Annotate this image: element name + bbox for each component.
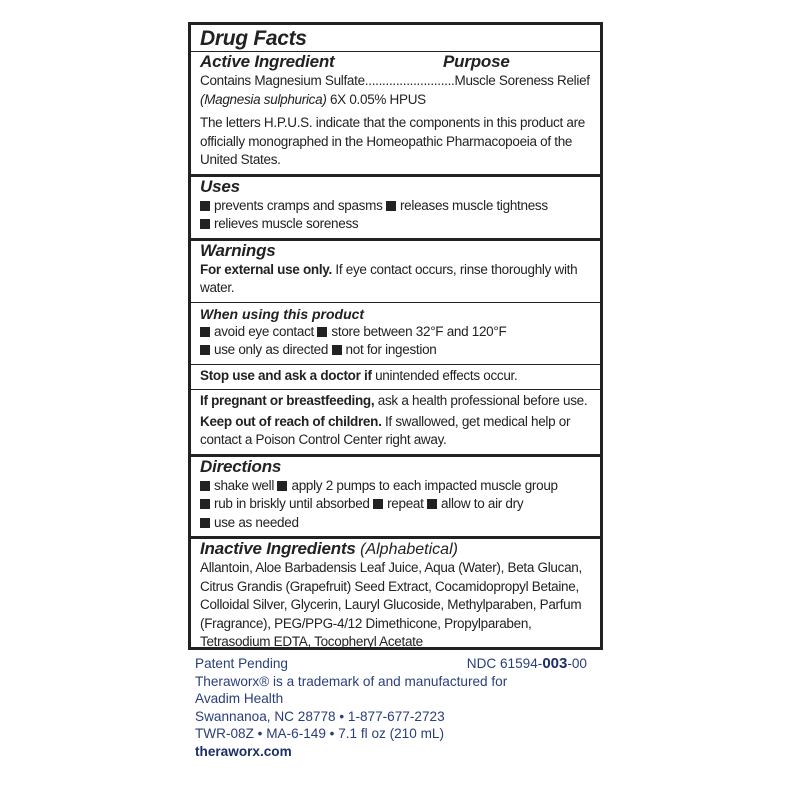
bullet-square-icon (200, 345, 210, 355)
website-link[interactable]: theraworx.com (195, 743, 292, 759)
company-address: Swannanoa, NC 28778 • 1-877-677-2723 (195, 708, 445, 724)
uses-line-2: relieves muscle soreness (200, 215, 593, 234)
ndc-number: NDC 61594-003-00 (466, 655, 587, 672)
directions-heading: Directions (200, 456, 282, 476)
directions-section (191, 457, 600, 540)
company-name: Avadim Health (195, 691, 284, 706)
bullet-square-icon (200, 518, 210, 528)
children-warning: Keep out of reach of children. If swallowed, get medical help or contact a Poison Control Center right away. (200, 413, 571, 447)
product-codes: TWR-08Z • MA-6-149 • 7.1 fl oz (210 mL) (195, 726, 444, 741)
warnings-heading: Warnings (200, 240, 276, 260)
bullet-square-icon (373, 499, 383, 509)
alphabetical-note: (Alphabetical) (360, 541, 458, 558)
bullet-square-icon (427, 499, 437, 509)
uses-section (191, 177, 600, 241)
active-heading-row (200, 52, 593, 72)
external-use-warning: For external use only. If eye contact occurs, rinse thoroughly with water. (200, 261, 578, 295)
pregnancy-warning: If pregnant or breastfeeding, ask a health professional before use. (200, 393, 588, 408)
drug-facts-panel (188, 22, 603, 650)
bullet-square-icon (332, 345, 342, 355)
bullet-square-icon (200, 327, 210, 337)
directions-line-2: rub in briskly until absorbed repeat allow to air dry (200, 495, 593, 514)
active-ingredient-line: Contains Magnesium Sulfate..........................Muscle Soreness Relief (200, 73, 590, 88)
stop-use-section (191, 367, 600, 391)
bullet-square-icon (200, 201, 210, 211)
bullet-square-icon (386, 201, 396, 211)
inactive-ingredients-list: Allantoin, Aloe Barbadensis Leaf Juice, Aqua (Water), Beta Glucan, Citrus Grandis (Grapefruit) Seed Extract, Cocamidopropyl Betaine, Colloidal Silver, Glycerin, Lauryl Glucoside, Methylparaben, Parfum (Fragrance), PEG/PPG-4/12 Dimethicone, Propylparaben, Tetrasodium EDTA, Tocopheryl Acetate (200, 560, 582, 649)
manufacturer-footer (195, 655, 595, 760)
pregnancy-children-section (191, 392, 600, 457)
when-using-section (191, 305, 600, 365)
inactive-ingredients-section (191, 539, 600, 656)
uses-line-1: prevents cramps and spasms releases muscle tightness (200, 197, 593, 216)
uses-heading: Uses (200, 176, 240, 196)
directions-line-3: use as needed (200, 514, 593, 533)
purpose-heading: Purpose (443, 52, 510, 71)
when-using-heading: When using this product (200, 305, 365, 322)
bullet-square-icon (277, 481, 287, 491)
bullet-square-icon (200, 219, 210, 229)
bullet-square-icon (200, 481, 210, 491)
bullet-square-icon (317, 327, 327, 337)
inactive-ingredients-heading: Inactive Ingredients (200, 539, 356, 558)
active-ingredient-heading: Active Ingredient (200, 52, 335, 71)
inactive-heading-row (200, 539, 593, 559)
when-using-line-2: use only as directed not for ingestion (200, 341, 593, 360)
patent-pending: Patent Pending (195, 656, 288, 671)
hpus-note: The letters H.P.U.S. indicate that the components in this product are officially monographed in the Homeopathic Pharmacopoeia of the United States. (200, 115, 586, 167)
when-using-line-1: avoid eye contact store between 32°F and 120°F (200, 323, 593, 342)
active-ingredient-section (191, 27, 600, 177)
trademark-notice: Theraworx® is a trademark of and manufactured for (195, 673, 508, 689)
stop-use-text: Stop use and ask a doctor if unintended effects occur. (200, 367, 518, 383)
bullet-square-icon (200, 499, 210, 509)
drug-facts-title: Drug Facts (200, 27, 307, 50)
directions-line-1: shake well apply 2 pumps to each impacted muscle group (200, 477, 593, 496)
warnings-section (191, 241, 600, 303)
active-ingredient-strength: (Magnesia sulphurica) 6X 0.05% HPUS (200, 91, 426, 107)
